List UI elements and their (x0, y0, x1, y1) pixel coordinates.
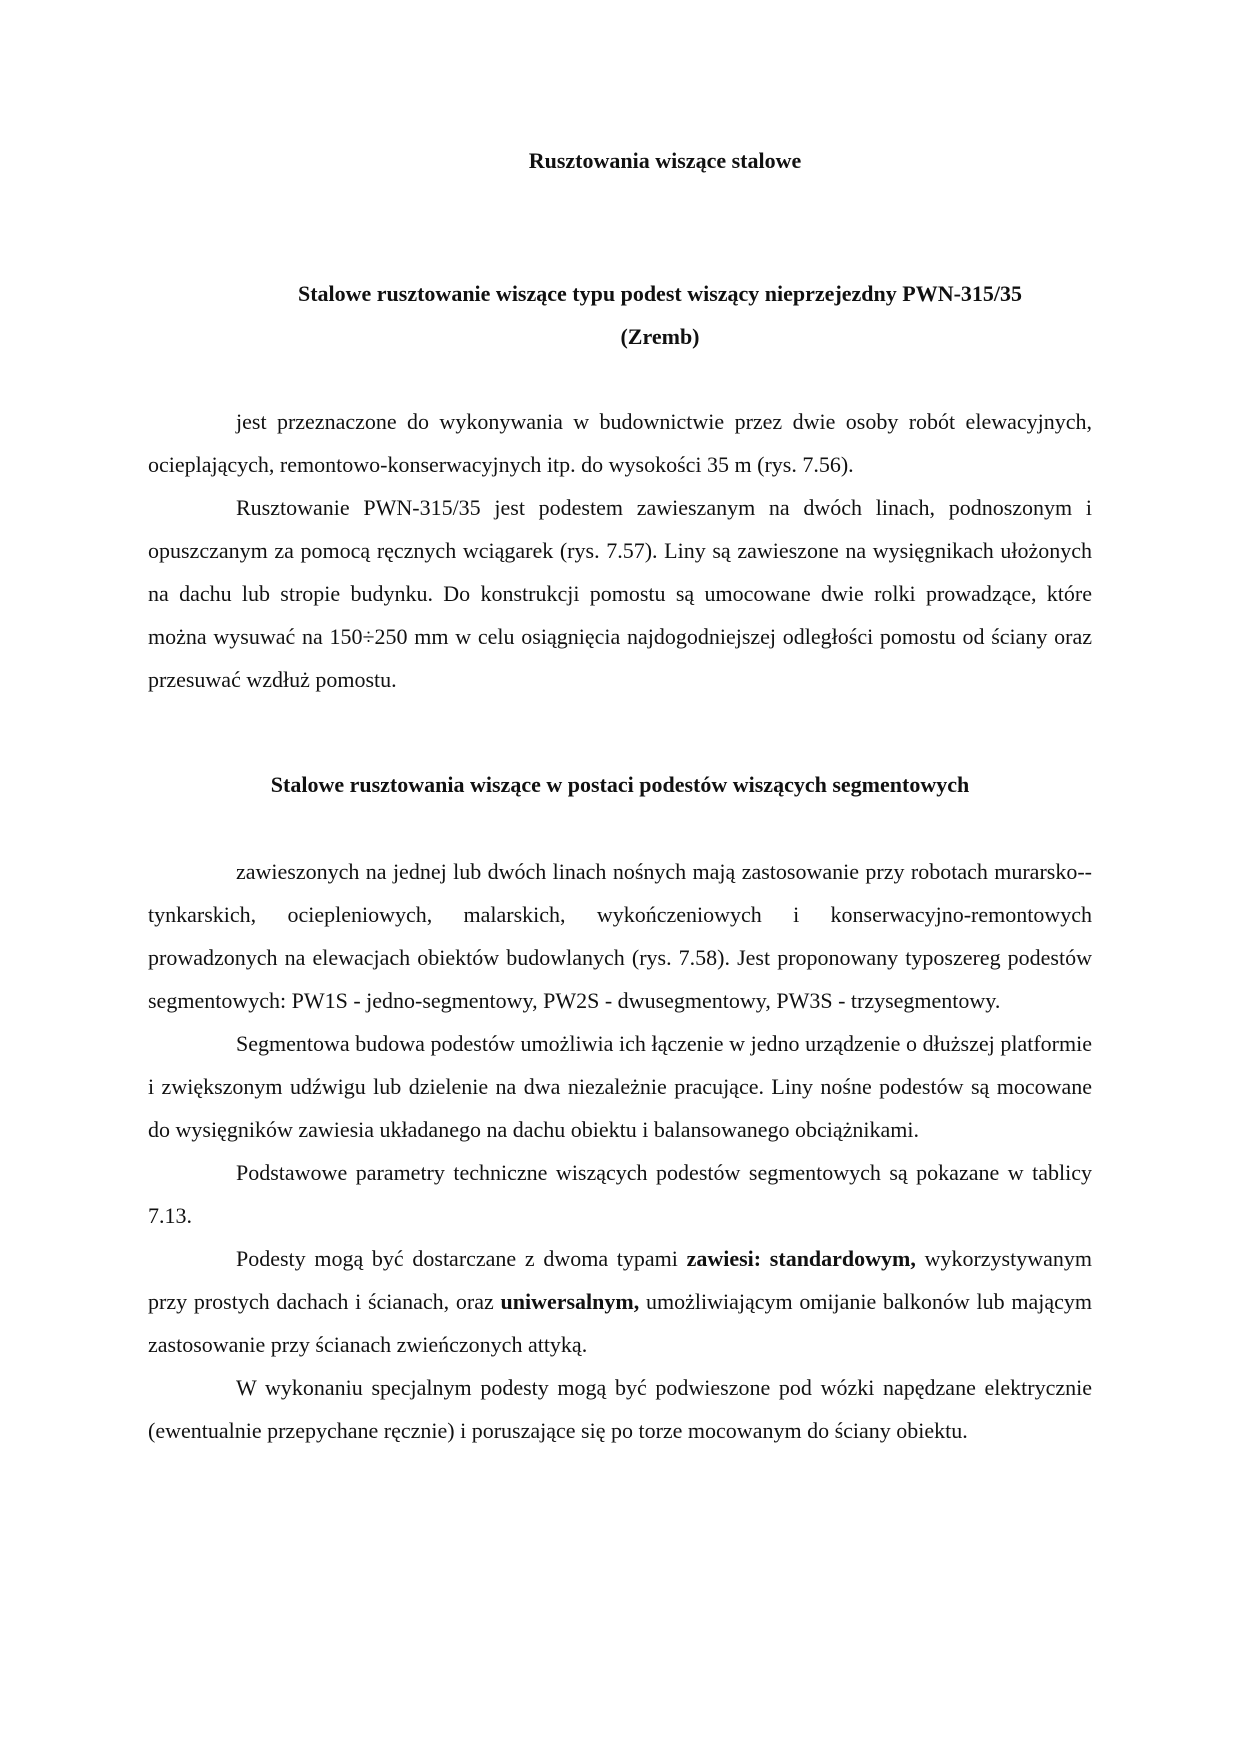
section2-paragraph-4 (148, 1237, 1092, 1366)
section2-paragraph-2: Segmentowa budowa podestów umożliwia ich łączenie w jedno urządzenie o dłuższej platformie i zwiększonym udźwigu lub dzielenie na dwa niezależnie pracujące. Liny nośne podestów są mocowane do wysięgników zawiesia układanego na dachu obiektu i balansowanego obciążnikami. (148, 1031, 1092, 1142)
p4-text-mid: wykorzystywanym przy prostych dachach i ścianach, oraz (148, 1246, 1092, 1314)
section2-body (148, 850, 1092, 1452)
section1-paragraph-2: Rusztowanie PWN-315/35 jest podestem zawieszanym na dwóch linach, podnoszonym i opuszczanym za pomocą ręcznych wciągarek (rys. 7.57). Liny są zawieszone na wysięgnikach ułożonych na dachu lub stropie budynku. Do konstrukcji pomostu są umocowane dwie rolki prowadzące, które można wysuwać na 150÷250 mm w celu osiągnięcia najdogodniejszej odległości pomostu od ściany oraz przesuwać wzdłuż pomostu. (148, 495, 1092, 692)
section1-heading-line1: Stalowe rusztowanie wiszące typu podest wiszący nieprzejezdny PWN-315/35 (297, 281, 1023, 306)
p4-bold-uniwersalnym: uniwersalnym, (500, 1289, 640, 1314)
document-title: Rusztowania wiszące stalowe (528, 148, 802, 173)
section2-paragraph-3: Podstawowe parametry techniczne wiszących podestów segmentowych są pokazane w tablicy 7.13. (148, 1160, 1092, 1228)
section1-heading-line2: (Zremb) (620, 324, 700, 349)
section2-paragraph-1: zawieszonych na jednej lub dwóch linach nośnych mają zastosowanie przy robotach murarsko--tynkarskich, ociepleniowych, malarskich, wykończeniowych i konserwacyjno-remontowych prowadzonych na elewacjach obiektów budowlanych (rys. 7.58). Jest proponowany typoszereg podestów segmentowych: PW1S - jedno-segmentowy, PW2S - dwusegmentowy, PW3S - trzysegmentowy. (148, 859, 1092, 1013)
section1-heading (200, 272, 1120, 358)
p4-text-start: Podesty mogą być dostarczane z dwoma typami (236, 1246, 687, 1271)
section2-heading: Stalowe rusztowania wiszące w postaci podestów wiszących segmentowych (270, 772, 970, 797)
p4-text-end: umożliwiającym omijanie balkonów lub mającym zastosowanie przy ścianach zwieńczonych attyką. (148, 1289, 1092, 1357)
section2-paragraph-5: W wykonaniu specjalnym podesty mogą być podwieszone pod wózki napędzane elektrycznie (ewentualnie przepychane ręcznie) i poruszające się po torze mocowanym do ściany obiektu. (148, 1375, 1092, 1443)
section1-paragraph-1: jest przeznaczone do wykonywania w budownictwie przez dwie osoby robót elewacyjnych, ocieplających, remontowo-konserwacyjnych itp. do wysokości 35 m (rys. 7.56). (148, 409, 1092, 477)
p4-bold-zawiesi: zawiesi: standardowym, (686, 1246, 916, 1271)
section1-body (148, 400, 1092, 701)
